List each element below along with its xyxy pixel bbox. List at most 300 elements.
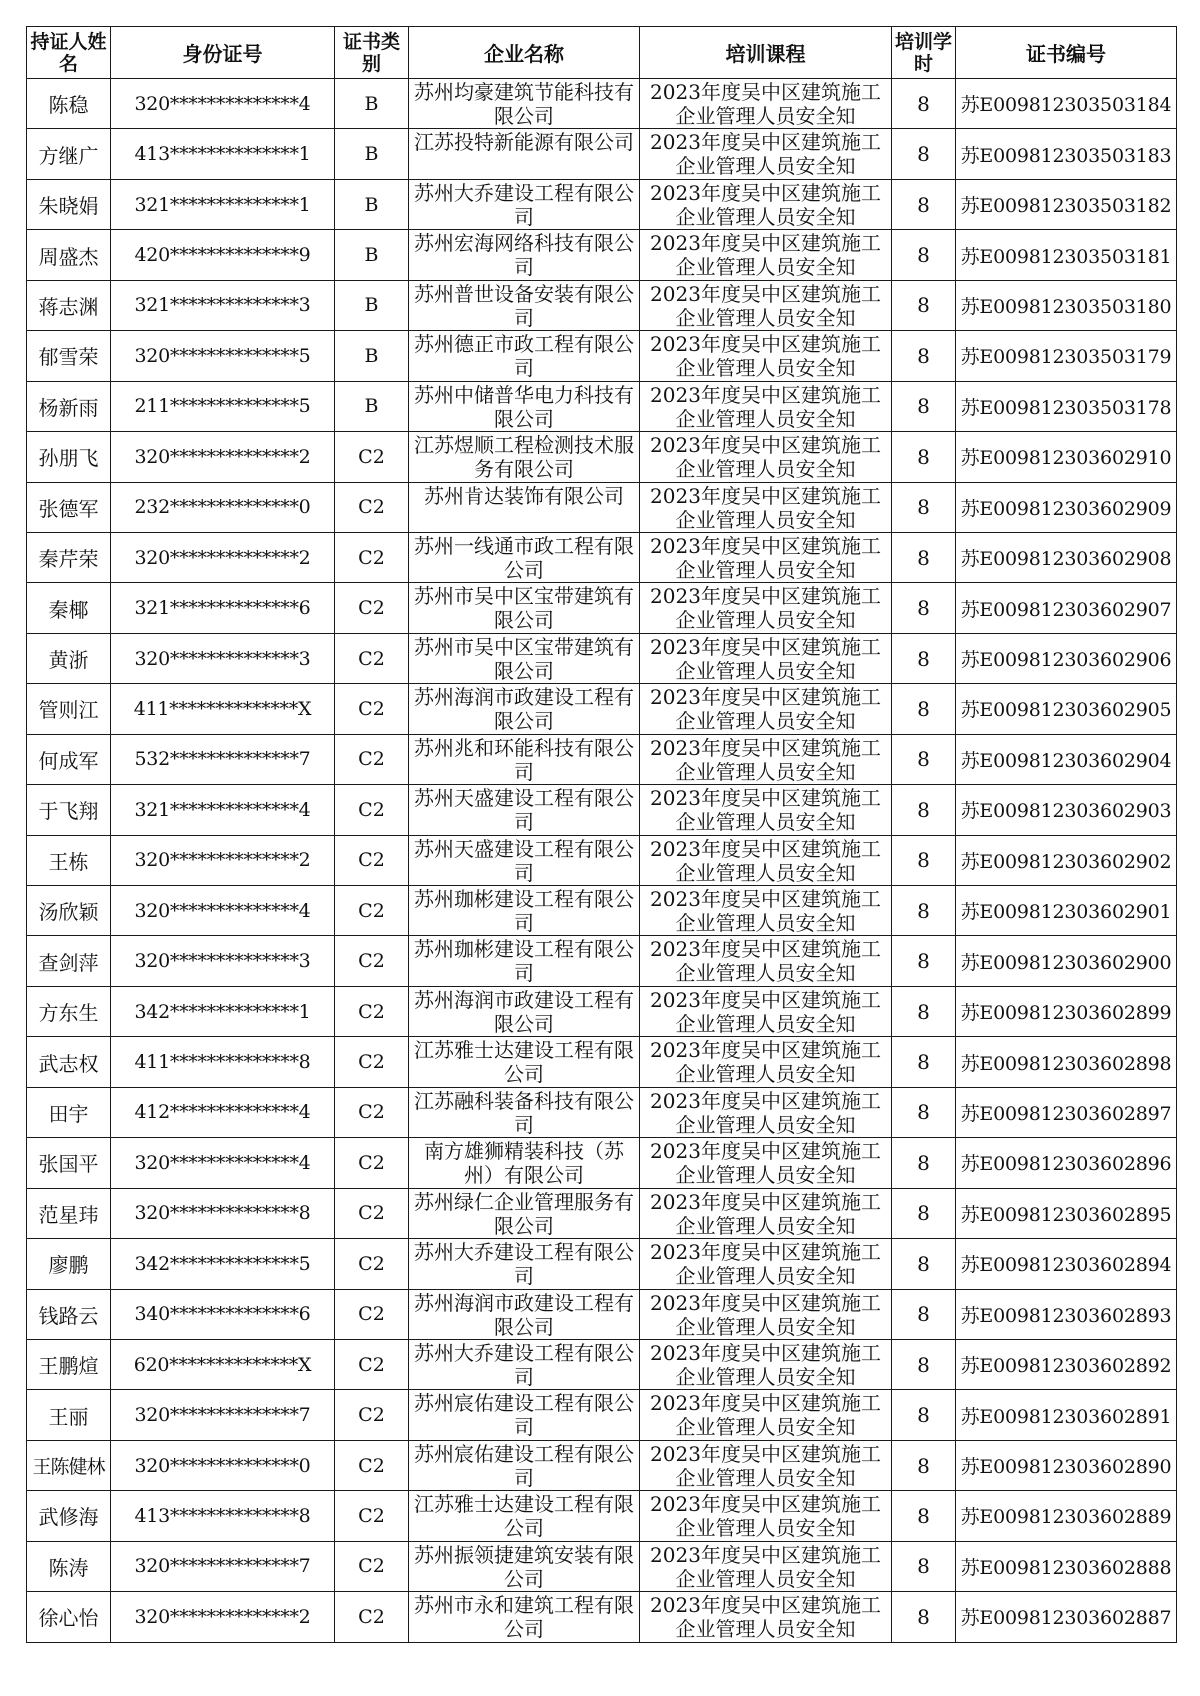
company-name-cell-text: 苏州振领捷建筑安装有限公司 [414,1542,634,1591]
cert-number-cell: 苏E009812303602899 [956,986,1177,1036]
cert-number-cell: 苏E009812303602903 [956,785,1177,835]
table-row [27,1138,1177,1188]
id-number-cell: 320**************4 [111,886,335,936]
company-name-cell [409,381,640,431]
company-name-cell-text: 苏州中储普华电力科技有限公司 [414,382,634,431]
cert-number-cell: 苏E009812303602894 [956,1239,1177,1289]
cert-number-cell: 苏E009812303602887 [956,1592,1177,1642]
training-hours-cell: 8 [892,1491,956,1541]
company-name-cell-text: 江苏雅士达建设工程有限公司 [414,1492,634,1541]
holder-name-cell: 查剑萍 [27,936,111,986]
company-name-cell [409,1339,640,1389]
cert-number-cell: 苏E009812303602896 [956,1138,1177,1188]
training-course-cell-text: 2023年度吴中区建筑施工企业管理人员安全知 [650,1391,881,1440]
training-course-cell-text: 2023年度吴中区建筑施工企业管理人员安全知 [650,1340,881,1389]
training-hours-cell: 8 [892,1087,956,1137]
id-number-cell: 320**************2 [111,432,335,482]
company-name-cell [409,1087,640,1137]
company-name-cell [409,835,640,885]
id-number-cell: 320**************8 [111,1188,335,1238]
table-row [27,381,1177,431]
training-course-cell-text: 2023年度吴中区建筑施工企业管理人员安全知 [650,836,881,885]
table-row [27,936,1177,986]
cert-number-cell: 苏E009812303602890 [956,1440,1177,1490]
training-course-cell-text: 2023年度吴中区建筑施工企业管理人员安全知 [650,1441,881,1490]
header-company: 企业名称 [409,27,640,79]
header-cert: 证书编号 [956,27,1177,79]
header-type: 证书类别 [335,27,409,79]
company-name-cell-text: 苏州大乔建设工程有限公司 [414,1340,634,1389]
training-hours-cell: 8 [892,886,956,936]
company-name-cell [409,331,640,381]
id-number-cell: 532**************7 [111,734,335,784]
holder-name-cell: 秦芹荣 [27,532,111,582]
training-course-cell [640,1541,892,1591]
cert-number-cell: 苏E009812303503184 [956,79,1177,129]
id-number-cell: 342**************5 [111,1239,335,1289]
company-name-cell [409,532,640,582]
cert-type-cell: C2 [335,1390,409,1440]
table-row [27,280,1177,330]
id-number-cell: 321**************4 [111,785,335,835]
table-row [27,986,1177,1036]
company-name-cell [409,986,640,1036]
company-name-cell [409,280,640,330]
cert-number-cell: 苏E009812303602909 [956,482,1177,532]
cert-number-cell: 苏E009812303602892 [956,1339,1177,1389]
training-hours-cell: 8 [892,179,956,229]
header-id: 身份证号 [111,27,335,79]
company-name-cell [409,79,640,129]
id-number-cell: 320**************2 [111,532,335,582]
cert-number-cell: 苏E009812303602901 [956,886,1177,936]
cert-type-cell: C2 [335,1087,409,1137]
holder-name-cell: 杨新雨 [27,381,111,431]
company-name-cell-text: 苏州大乔建设工程有限公司 [414,1240,634,1289]
cert-type-cell: C2 [335,482,409,532]
cert-type-cell: C2 [335,835,409,885]
cert-number-cell: 苏E009812303503183 [956,129,1177,179]
holder-name-cell: 徐心怡 [27,1592,111,1642]
cert-type-cell: C2 [335,1188,409,1238]
training-course-cell [640,734,892,784]
training-course-cell [640,482,892,532]
cert-type-cell: C2 [335,1339,409,1389]
holder-name-cell: 秦椰 [27,583,111,633]
training-course-cell [640,936,892,986]
id-number-cell: 340**************6 [111,1289,335,1339]
table-row [27,129,1177,179]
training-hours-cell: 8 [892,129,956,179]
company-name-cell-text: 苏州肯达装饰有限公司 [424,483,624,508]
holder-name-cell: 汤欣颖 [27,886,111,936]
cert-type-cell: C2 [335,684,409,734]
company-name-cell [409,1390,640,1440]
company-name-cell-text: 苏州天盛建设工程有限公司 [414,786,634,835]
cert-type-cell: C2 [335,583,409,633]
training-course-cell-text: 2023年度吴中区建筑施工企业管理人员安全知 [650,1240,881,1289]
company-name-cell [409,886,640,936]
company-name-cell-text: 苏州珈彬建设工程有限公司 [414,887,634,935]
training-course-cell [640,835,892,885]
id-number-cell: 232**************0 [111,482,335,532]
training-course-cell-text: 2023年度吴中区建筑施工企业管理人员安全知 [650,1593,881,1642]
cert-number-cell: 苏E009812303602904 [956,734,1177,784]
training-hours-cell: 8 [892,1592,956,1642]
company-name-cell-text: 苏州市吴中区宝带建筑有限公司 [414,584,634,633]
cert-number-cell: 苏E009812303503178 [956,381,1177,431]
training-hours-cell: 8 [892,1037,956,1087]
training-hours-cell: 8 [892,1440,956,1490]
cert-type-cell: C2 [335,633,409,683]
cert-type-cell: C2 [335,1592,409,1642]
cert-number-cell: 苏E009812303602898 [956,1037,1177,1087]
training-course-cell-text: 2023年度吴中区建筑施工企业管理人员安全知 [650,634,881,683]
holder-name-cell: 孙朋飞 [27,432,111,482]
cert-type-cell: B [335,331,409,381]
holder-name-cell: 朱晓娟 [27,179,111,229]
training-course-cell-text: 2023年度吴中区建筑施工企业管理人员安全知 [650,1492,881,1541]
training-course-cell [640,583,892,633]
cert-number-cell: 苏E009812303602908 [956,532,1177,582]
training-course-cell-text: 2023年度吴中区建筑施工企业管理人员安全知 [650,231,881,280]
id-number-cell: 411**************X [111,684,335,734]
company-name-cell [409,785,640,835]
holder-name-cell: 王丽 [27,1390,111,1440]
training-course-cell [640,986,892,1036]
id-number-cell: 320**************2 [111,1592,335,1642]
company-name-cell [409,1491,640,1541]
header-row [27,27,1177,79]
cert-number-cell: 苏E009812303602907 [956,583,1177,633]
cert-type-cell: C2 [335,432,409,482]
company-name-cell-text: 苏州宸佑建设工程有限公司 [414,1441,634,1490]
training-course-cell [640,1440,892,1490]
id-number-cell: 320**************7 [111,1541,335,1591]
training-course-cell [640,1087,892,1137]
cert-type-cell: C2 [335,936,409,986]
cert-type-cell: B [335,230,409,280]
holder-name-cell: 于飞翔 [27,785,111,835]
cert-type-cell: B [335,179,409,229]
id-number-cell: 321**************3 [111,280,335,330]
cert-type-cell: C2 [335,1037,409,1087]
holder-name-cell: 范星玮 [27,1188,111,1238]
cert-number-cell: 苏E009812303602910 [956,432,1177,482]
training-course-cell [640,79,892,129]
id-number-cell: 413**************1 [111,129,335,179]
training-course-cell [640,1037,892,1087]
training-course-cell-text: 2023年度吴中区建筑施工企业管理人员安全知 [650,180,881,229]
company-name-cell-text: 苏州普世设备安装有限公司 [414,281,634,330]
id-number-cell: 342**************1 [111,986,335,1036]
training-course-cell [640,331,892,381]
training-hours-cell: 8 [892,1541,956,1591]
training-hours-cell: 8 [892,835,956,885]
table-row [27,785,1177,835]
table-body [27,79,1177,1643]
training-course-cell [640,1491,892,1541]
id-number-cell: 320**************0 [111,1440,335,1490]
id-number-cell: 320**************3 [111,633,335,683]
company-name-cell [409,734,640,784]
company-name-cell-text: 苏州市永和建筑工程有限公司 [414,1593,634,1642]
cert-number-cell: 苏E009812303503180 [956,280,1177,330]
cert-number-cell: 苏E009812303602895 [956,1188,1177,1238]
training-course-cell [640,230,892,280]
company-name-cell [409,1440,640,1490]
cert-type-cell: C2 [335,886,409,936]
cert-number-cell: 苏E009812303602888 [956,1541,1177,1591]
company-name-cell [409,1188,640,1238]
company-name-cell-text: 苏州海润市政建设工程有限公司 [414,685,634,734]
id-number-cell: 420**************9 [111,230,335,280]
training-course-cell [640,886,892,936]
training-course-cell [640,129,892,179]
company-name-cell-text: 苏州宏海网络科技有限公司 [414,231,634,280]
company-name-cell-text: 苏州大乔建设工程有限公司 [414,180,634,229]
holder-name-cell: 王陈健林 [27,1440,111,1490]
id-number-cell: 320**************2 [111,835,335,885]
training-hours-cell: 8 [892,785,956,835]
training-course-cell [640,432,892,482]
table-row [27,432,1177,482]
company-name-cell [409,684,640,734]
holder-name-cell: 张德军 [27,482,111,532]
company-name-cell-text: 江苏雅士达建设工程有限公司 [414,1038,634,1087]
training-hours-cell: 8 [892,936,956,986]
holder-name-cell: 蒋志渊 [27,280,111,330]
cert-number-cell: 苏E009812303503182 [956,179,1177,229]
training-course-cell [640,1592,892,1642]
table-row [27,532,1177,582]
table-row [27,1239,1177,1289]
holder-name-cell: 田宇 [27,1087,111,1137]
table-row [27,1592,1177,1642]
company-name-cell [409,1289,640,1339]
training-course-cell-text: 2023年度吴中区建筑施工企业管理人员安全知 [650,483,881,532]
holder-name-cell: 钱路云 [27,1289,111,1339]
cert-type-cell: C2 [335,532,409,582]
training-hours-cell: 8 [892,331,956,381]
training-course-cell-text: 2023年度吴中区建筑施工企业管理人员安全知 [650,382,881,431]
holder-name-cell: 张国平 [27,1138,111,1188]
company-name-cell-text: 苏州珈彬建设工程有限公司 [414,937,634,986]
training-course-cell-text: 2023年度吴中区建筑施工企业管理人员安全知 [650,533,881,582]
training-hours-cell: 8 [892,1390,956,1440]
company-name-cell [409,583,640,633]
cert-type-cell: C2 [335,1239,409,1289]
table-row [27,331,1177,381]
company-name-cell [409,179,640,229]
table-row [27,734,1177,784]
training-hours-cell: 8 [892,230,956,280]
training-course-cell-text: 2023年度吴中区建筑施工企业管理人员安全知 [650,281,881,330]
training-course-cell [640,179,892,229]
company-name-cell-text: 苏州海润市政建设工程有限公司 [414,987,634,1036]
training-hours-cell: 8 [892,1138,956,1188]
company-name-cell-text: 苏州兆和环能科技有限公司 [414,735,634,784]
cert-number-cell: 苏E009812303602906 [956,633,1177,683]
company-name-cell-text: 苏州均豪建筑节能科技有限公司 [414,80,634,128]
holder-name-cell: 武修海 [27,1491,111,1541]
training-course-cell [640,381,892,431]
table-row [27,1440,1177,1490]
holder-name-cell: 王鹏煊 [27,1339,111,1389]
table-row [27,1087,1177,1137]
training-hours-cell: 8 [892,986,956,1036]
id-number-cell: 412**************4 [111,1087,335,1137]
cert-type-cell: C2 [335,1138,409,1188]
cert-type-cell: C2 [335,1491,409,1541]
table-row [27,1491,1177,1541]
cert-number-cell: 苏E009812303602889 [956,1491,1177,1541]
header-course: 培训课程 [640,27,892,79]
table-row [27,1541,1177,1591]
id-number-cell: 320**************5 [111,331,335,381]
holder-name-cell: 方继广 [27,129,111,179]
cert-number-cell: 苏E009812303602902 [956,835,1177,885]
company-name-cell-text: 苏州绿仁企业管理服务有限公司 [414,1189,634,1238]
training-course-cell-text: 2023年度吴中区建筑施工企业管理人员安全知 [650,937,881,986]
training-course-cell [640,684,892,734]
holder-name-cell: 郁雪荣 [27,331,111,381]
training-hours-cell: 8 [892,734,956,784]
company-name-cell-text: 苏州市吴中区宝带建筑有限公司 [414,634,634,683]
training-course-cell-text: 2023年度吴中区建筑施工企业管理人员安全知 [650,786,881,835]
training-course-cell-text: 2023年度吴中区建筑施工企业管理人员安全知 [650,332,881,381]
training-course-cell-text: 2023年度吴中区建筑施工企业管理人员安全知 [650,735,881,784]
table-row [27,1188,1177,1238]
company-name-cell-text: 苏州海润市政建设工程有限公司 [414,1290,634,1339]
training-course-cell-text: 2023年度吴中区建筑施工企业管理人员安全知 [650,1088,881,1137]
cert-number-cell: 苏E009812303503179 [956,331,1177,381]
company-name-cell [409,129,640,179]
training-hours-cell: 8 [892,633,956,683]
company-name-cell [409,1541,640,1591]
header-name: 持证人姓名 [27,27,111,79]
cert-type-cell: B [335,280,409,330]
id-number-cell: 413**************8 [111,1491,335,1541]
table-row [27,179,1177,229]
table-row [27,1289,1177,1339]
training-course-cell [640,1390,892,1440]
table-row [27,230,1177,280]
training-course-cell-text: 2023年度吴中区建筑施工企业管理人员安全知 [650,584,881,633]
training-course-cell-text: 2023年度吴中区建筑施工企业管理人员安全知 [650,1290,881,1339]
training-course-cell [640,1138,892,1188]
table-row [27,79,1177,129]
company-name-cell [409,1239,640,1289]
training-course-cell-text: 2023年度吴中区建筑施工企业管理人员安全知 [650,987,881,1036]
table-row [27,1390,1177,1440]
company-name-cell [409,482,640,532]
id-number-cell: 411**************8 [111,1037,335,1087]
id-number-cell: 620**************X [111,1339,335,1389]
cert-type-cell: C2 [335,1440,409,1490]
company-name-cell-text: 江苏煜顺工程检测技术服务有限公司 [414,433,634,482]
training-course-cell-text: 2023年度吴中区建筑施工企业管理人员安全知 [650,130,881,179]
cert-type-cell: B [335,129,409,179]
training-course-cell [640,1289,892,1339]
holder-name-cell: 周盛杰 [27,230,111,280]
cert-type-cell: C2 [335,785,409,835]
training-course-cell [640,785,892,835]
table-row [27,583,1177,633]
company-name-cell-text: 苏州天盛建设工程有限公司 [414,836,634,885]
company-name-cell [409,1138,640,1188]
id-number-cell: 320**************7 [111,1390,335,1440]
training-course-cell [640,1239,892,1289]
cert-number-cell: 苏E009812303602893 [956,1289,1177,1339]
cert-number-cell: 苏E009812303602905 [956,684,1177,734]
training-course-cell-text: 2023年度吴中区建筑施工企业管理人员安全知 [650,1542,881,1591]
company-name-cell-text: 江苏投特新能源有限公司 [414,130,634,155]
training-course-cell-text: 2023年度吴中区建筑施工企业管理人员安全知 [650,80,881,128]
cert-number-cell: 苏E009812303602900 [956,936,1177,986]
training-hours-cell: 8 [892,1188,956,1238]
company-name-cell [409,936,640,986]
cert-type-cell: C2 [335,734,409,784]
holder-name-cell: 廖鹏 [27,1239,111,1289]
cert-type-cell: B [335,381,409,431]
company-name-cell [409,230,640,280]
company-name-cell-text: 苏州一线通市政工程有限公司 [414,533,634,582]
training-course-cell-text: 2023年度吴中区建筑施工企业管理人员安全知 [650,685,881,734]
table-row [27,684,1177,734]
cert-number-cell: 苏E009812303602897 [956,1087,1177,1137]
training-hours-cell: 8 [892,1339,956,1389]
holder-name-cell: 黄浙 [27,633,111,683]
table-row [27,1037,1177,1087]
header-hours: 培训学时 [892,27,956,79]
id-number-cell: 320**************4 [111,79,335,129]
training-course-cell [640,280,892,330]
training-hours-cell: 8 [892,432,956,482]
training-hours-cell: 8 [892,280,956,330]
training-course-cell-text: 2023年度吴中区建筑施工企业管理人员安全知 [650,433,881,482]
company-name-cell-text: 苏州德正市政工程有限公司 [414,332,634,381]
training-course-cell [640,633,892,683]
cert-number-cell: 苏E009812303602891 [956,1390,1177,1440]
holder-name-cell: 何成军 [27,734,111,784]
training-course-cell-text: 2023年度吴中区建筑施工企业管理人员安全知 [650,1189,881,1238]
cert-type-cell: C2 [335,986,409,1036]
cert-type-cell: B [335,79,409,129]
training-hours-cell: 8 [892,532,956,582]
training-hours-cell: 8 [892,583,956,633]
training-hours-cell: 8 [892,1239,956,1289]
table-row [27,835,1177,885]
company-name-cell-text: 苏州宸佑建设工程有限公司 [414,1391,634,1440]
training-course-cell [640,1339,892,1389]
table-row [27,886,1177,936]
holder-name-cell: 王栋 [27,835,111,885]
company-name-cell [409,633,640,683]
certificate-sheet [26,26,1176,1643]
id-number-cell: 211**************5 [111,381,335,431]
holder-name-cell: 管则江 [27,684,111,734]
training-course-cell-text: 2023年度吴中区建筑施工企业管理人员安全知 [650,1038,881,1087]
id-number-cell: 320**************4 [111,1138,335,1188]
table-row [27,1339,1177,1389]
company-name-cell [409,1592,640,1642]
training-course-cell-text: 2023年度吴中区建筑施工企业管理人员安全知 [650,1139,881,1188]
holder-name-cell: 陈稳 [27,79,111,129]
table-row [27,482,1177,532]
training-hours-cell: 8 [892,1289,956,1339]
training-hours-cell: 8 [892,381,956,431]
